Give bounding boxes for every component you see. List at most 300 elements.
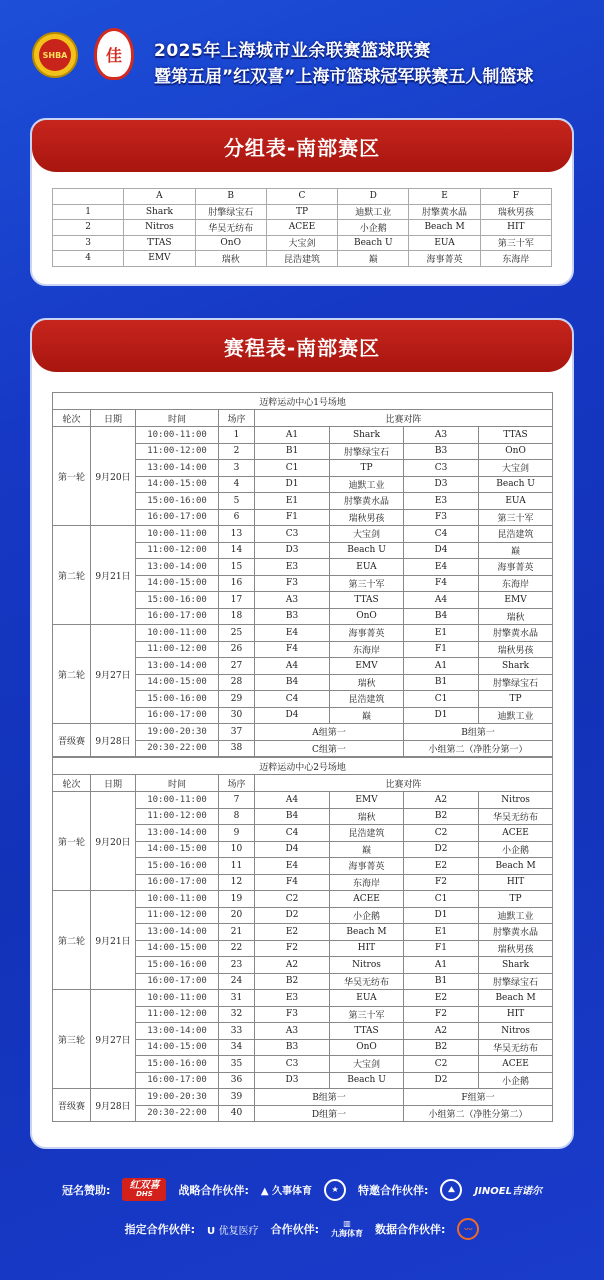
away-team: 第三十军 (479, 509, 553, 526)
home-seed: E1 (255, 493, 330, 510)
match-time: 13:00-14:00 (136, 1023, 219, 1040)
seed-number: 4 (53, 251, 124, 267)
away-seed: D1 (404, 907, 479, 924)
home-team: 华吴无纺布 (330, 973, 404, 990)
match-time: 13:00-14:00 (136, 924, 219, 941)
away-seed: A2 (404, 792, 479, 809)
away-team: 肘擎黄水晶 (479, 924, 553, 941)
home-team: 第三十军 (330, 1006, 404, 1023)
dhs-logo: 红双喜 DHS (122, 1178, 166, 1201)
match-number: 7 (219, 792, 255, 809)
match-number: 18 (219, 608, 255, 625)
team-cell: 东海岸 (480, 251, 551, 267)
home-team: 肘擎绿宝石 (330, 443, 404, 460)
match-number: 39 (219, 1089, 255, 1106)
match-time: 16:00-17:00 (136, 1072, 219, 1089)
schedule-header-cell: 比赛对阵 (255, 775, 553, 792)
away-team: 迪默工业 (479, 907, 553, 924)
venue-name: 迈粹运动中心2号场地 (53, 758, 553, 775)
match-number: 10 (219, 841, 255, 858)
match-number: 30 (219, 707, 255, 724)
away-seed: B4 (404, 608, 479, 625)
match-row (53, 427, 553, 444)
team-cell: Beach M (409, 220, 480, 236)
match-number: 11 (219, 858, 255, 875)
match-time: 20:30-22:00 (136, 740, 219, 757)
match-number: 14 (219, 542, 255, 559)
match-row (53, 526, 553, 543)
sponsor-row-1 (0, 1178, 604, 1201)
match-time: 10:00-11:00 (136, 891, 219, 908)
header-banner (0, 22, 604, 100)
away-team: 华吴无纺布 (479, 1039, 553, 1056)
match-number: 12 (219, 874, 255, 891)
group-row (53, 220, 552, 236)
schedule-card-title: 赛程表-南部赛区 (32, 320, 572, 372)
home-team: ACEE (330, 891, 404, 908)
match-date: 9月20日 (91, 427, 136, 526)
away-seed: F1 (404, 641, 479, 658)
away-seed: F2 (404, 874, 479, 891)
team-cell: 迪默工业 (338, 204, 409, 220)
match-time: 15:00-16:00 (136, 957, 219, 974)
away-qualifier: B组第一 (404, 724, 553, 741)
venue-row (53, 393, 553, 410)
home-team: TP (330, 460, 404, 477)
match-number: 37 (219, 724, 255, 741)
home-seed: E3 (255, 990, 330, 1007)
home-seed: A1 (255, 427, 330, 444)
schedule-header-cell: 时间 (136, 775, 219, 792)
home-team: HIT (330, 940, 404, 957)
away-seed: B1 (404, 674, 479, 691)
team-cell: 瑞秋男孩 (480, 204, 551, 220)
home-seed: A2 (255, 957, 330, 974)
away-seed: E2 (404, 858, 479, 875)
match-date: 9月28日 (91, 1089, 136, 1122)
venue-name: 迈粹运动中心1号场地 (53, 393, 553, 410)
group-row (53, 204, 552, 220)
round-label: 晋级赛 (53, 1089, 91, 1122)
away-seed: B1 (404, 973, 479, 990)
home-team: 大宝剑 (330, 526, 404, 543)
away-seed: E1 (404, 924, 479, 941)
group-header-cell: B (195, 189, 266, 205)
home-seed: D3 (255, 542, 330, 559)
invited-partner-label: 特邀合作伙伴: (358, 1183, 429, 1197)
match-time: 15:00-16:00 (136, 1056, 219, 1073)
schedule-card (30, 318, 574, 1149)
match-number: 32 (219, 1006, 255, 1023)
away-team: 瑞秋男孩 (479, 641, 553, 658)
away-team: TP (479, 691, 553, 708)
away-seed: A2 (404, 1023, 479, 1040)
match-time: 10:00-11:00 (136, 625, 219, 642)
away-team: 迪默工业 (479, 707, 553, 724)
home-seed: E3 (255, 559, 330, 576)
match-number: 29 (219, 691, 255, 708)
seed-number: 1 (53, 204, 124, 220)
home-team: 海事菁英 (330, 858, 404, 875)
away-team: 肘擎黄水晶 (479, 625, 553, 642)
home-team: EUA (330, 559, 404, 576)
away-team: TTAS (479, 427, 553, 444)
match-time: 11:00-12:00 (136, 907, 219, 924)
match-number: 31 (219, 990, 255, 1007)
away-team: 大宝剑 (479, 460, 553, 477)
match-time: 16:00-17:00 (136, 707, 219, 724)
home-seed: B3 (255, 1039, 330, 1056)
home-seed: E2 (255, 924, 330, 941)
round-label: 第二轮 (53, 526, 91, 625)
match-time: 16:00-17:00 (136, 973, 219, 990)
match-time: 13:00-14:00 (136, 825, 219, 842)
group-header-row (53, 189, 552, 205)
away-seed: C2 (404, 825, 479, 842)
away-seed: F2 (404, 1006, 479, 1023)
match-number: 9 (219, 825, 255, 842)
home-team: Beach M (330, 924, 404, 941)
match-number: 15 (219, 559, 255, 576)
away-team: TP (479, 891, 553, 908)
away-qualifier: 小组第二（净胜分第二） (404, 1105, 553, 1122)
schedule-header-cell: 轮次 (53, 410, 91, 427)
home-seed: F3 (255, 575, 330, 592)
match-time: 14:00-15:00 (136, 674, 219, 691)
match-number: 28 (219, 674, 255, 691)
shba-logo: SHBA (32, 32, 78, 78)
home-seed: E4 (255, 625, 330, 642)
match-time: 14:00-15:00 (136, 940, 219, 957)
home-seed: F2 (255, 940, 330, 957)
home-seed: B2 (255, 973, 330, 990)
away-seed: A3 (404, 427, 479, 444)
away-seed: D2 (404, 1072, 479, 1089)
home-team: 海事菁英 (330, 625, 404, 642)
away-seed: E1 (404, 625, 479, 642)
team-cell: ACEE (266, 220, 337, 236)
match-time: 14:00-15:00 (136, 476, 219, 493)
away-seed: C4 (404, 526, 479, 543)
away-qualifier: F组第一 (404, 1089, 553, 1106)
match-time: 16:00-17:00 (136, 608, 219, 625)
group-header-cell: F (480, 189, 551, 205)
away-team: Beach M (479, 990, 553, 1007)
match-time: 15:00-16:00 (136, 592, 219, 609)
match-date: 9月20日 (91, 792, 136, 891)
away-seed: C1 (404, 691, 479, 708)
away-seed: E4 (404, 559, 479, 576)
home-team: 第三十军 (330, 575, 404, 592)
home-seed: F4 (255, 641, 330, 658)
away-team: Shark (479, 658, 553, 675)
team-cell: 大宝剑 (266, 235, 337, 251)
match-time: 10:00-11:00 (136, 990, 219, 1007)
group-table (52, 188, 552, 267)
match-time: 19:00-20:30 (136, 1089, 219, 1106)
home-seed: B4 (255, 674, 330, 691)
group-header-cell: E (409, 189, 480, 205)
event-title-line1: 2025年上海城市业余联赛篮球联赛 (154, 41, 431, 61)
match-time: 11:00-12:00 (136, 542, 219, 559)
partner-logo: ▥ 九海体育 (331, 1219, 363, 1238)
home-team: 瑞秋 (330, 808, 404, 825)
match-time: 10:00-11:00 (136, 526, 219, 543)
match-time: 10:00-11:00 (136, 792, 219, 809)
schedule-header-cell: 时间 (136, 410, 219, 427)
home-team: TTAS (330, 592, 404, 609)
match-number: 23 (219, 957, 255, 974)
away-seed: A4 (404, 592, 479, 609)
match-number: 35 (219, 1056, 255, 1073)
match-number: 24 (219, 973, 255, 990)
home-team: 大宝剑 (330, 1056, 404, 1073)
match-number: 40 (219, 1105, 255, 1122)
team-cell: 第三十军 (480, 235, 551, 251)
home-qualifier: A组第一 (255, 724, 404, 741)
home-seed: F3 (255, 1006, 330, 1023)
home-seed: B4 (255, 808, 330, 825)
home-seed: D3 (255, 1072, 330, 1089)
away-qualifier: 小组第二（净胜分第一） (404, 740, 553, 757)
title-sponsor-label: 冠名赞助: (62, 1183, 111, 1197)
match-number: 8 (219, 808, 255, 825)
data-partner-label: 数据合作伙伴: (375, 1223, 446, 1236)
match-number: 26 (219, 641, 255, 658)
home-seed: F1 (255, 509, 330, 526)
away-team: Beach M (479, 858, 553, 875)
schedule-header-cell: 日期 (91, 775, 136, 792)
match-row (53, 891, 553, 908)
group-header-cell: C (266, 189, 337, 205)
away-team: OnO (479, 443, 553, 460)
team-cell: EUA (409, 235, 480, 251)
seed-number: 3 (53, 235, 124, 251)
schedule-header-cell: 场序 (219, 410, 255, 427)
match-row (53, 625, 553, 642)
match-time: 15:00-16:00 (136, 493, 219, 510)
away-seed: C2 (404, 1056, 479, 1073)
match-number: 6 (219, 509, 255, 526)
away-team: 华吴无纺布 (479, 808, 553, 825)
round-label: 晋级赛 (53, 724, 91, 757)
data-partner-logo: 〰 (457, 1218, 479, 1240)
away-seed: D3 (404, 476, 479, 493)
match-number: 19 (219, 891, 255, 908)
away-team: 肘擎绿宝石 (479, 674, 553, 691)
match-time: 19:00-20:30 (136, 724, 219, 741)
schedule-table-court-2 (52, 757, 553, 1122)
match-date: 9月21日 (91, 526, 136, 625)
designated-partner-label: 指定合作伙伴: (124, 1223, 195, 1236)
match-time: 20:30-22:00 (136, 1105, 219, 1122)
home-team: Beach U (330, 542, 404, 559)
match-number: 5 (219, 493, 255, 510)
home-seed: C4 (255, 825, 330, 842)
match-time: 14:00-15:00 (136, 1039, 219, 1056)
home-team: 昆浩建筑 (330, 691, 404, 708)
match-number: 36 (219, 1072, 255, 1089)
home-seed: D2 (255, 907, 330, 924)
match-time: 14:00-15:00 (136, 575, 219, 592)
home-team: 瑞秋 (330, 674, 404, 691)
away-seed: B2 (404, 1039, 479, 1056)
strategic-partner-label: 战略合作伙伴: (178, 1183, 249, 1197)
away-team: 小企鹅 (479, 841, 553, 858)
schedule-table-court-1 (52, 392, 553, 757)
away-team: HIT (479, 874, 553, 891)
group-header-cell: D (338, 189, 409, 205)
away-team: 海事菁英 (479, 559, 553, 576)
away-seed: F3 (404, 509, 479, 526)
away-team: 瑞秋 (479, 608, 553, 625)
team-cell: 海事菁英 (409, 251, 480, 267)
home-team: EUA (330, 990, 404, 1007)
team-cell: 巅 (338, 251, 409, 267)
match-number: 21 (219, 924, 255, 941)
match-time: 11:00-12:00 (136, 1006, 219, 1023)
away-team: HIT (479, 1006, 553, 1023)
home-seed: F4 (255, 874, 330, 891)
away-team: 小企鹅 (479, 1072, 553, 1089)
away-seed: A1 (404, 658, 479, 675)
home-seed: A4 (255, 792, 330, 809)
home-seed: E4 (255, 858, 330, 875)
team-cell: OnO (195, 235, 266, 251)
team-cell: 小企鹅 (338, 220, 409, 236)
match-time: 16:00-17:00 (136, 509, 219, 526)
match-number: 1 (219, 427, 255, 444)
home-team: 巅 (330, 707, 404, 724)
sponsor-row-2 (0, 1218, 604, 1240)
event-title-line2: 暨第五届”红双喜”上海市篮球冠军联赛五人制篮球 (154, 67, 534, 87)
away-team: Beach U (479, 476, 553, 493)
team-cell: TP (266, 204, 337, 220)
away-seed: A1 (404, 957, 479, 974)
team-cell: Shark (124, 204, 195, 220)
match-time: 15:00-16:00 (136, 691, 219, 708)
match-date: 9月28日 (91, 724, 136, 757)
away-seed: C3 (404, 460, 479, 477)
match-date: 9月21日 (91, 891, 136, 990)
schedule-header-cell: 比赛对阵 (255, 410, 553, 427)
mascot-logo: ★ (324, 1179, 346, 1201)
match-time: 13:00-14:00 (136, 460, 219, 477)
home-team: EMV (330, 658, 404, 675)
match-number: 20 (219, 907, 255, 924)
schedule-header-cell: 场序 (219, 775, 255, 792)
away-seed: E3 (404, 493, 479, 510)
mountain-logo: ⛰ (440, 1179, 462, 1201)
team-cell: EMV (124, 251, 195, 267)
home-team: Nitros (330, 957, 404, 974)
match-time: 11:00-12:00 (136, 808, 219, 825)
match-row (53, 990, 553, 1007)
match-number: 2 (219, 443, 255, 460)
group-card-title: 分组表-南部赛区 (32, 120, 572, 172)
home-seed: B1 (255, 443, 330, 460)
home-team: 肘擎黄水晶 (330, 493, 404, 510)
away-seed: C1 (404, 891, 479, 908)
match-number: 25 (219, 625, 255, 642)
home-team: 东海岸 (330, 641, 404, 658)
team-cell: 肘擎绿宝石 (195, 204, 266, 220)
away-team: ACEE (479, 1056, 553, 1073)
match-time: 13:00-14:00 (136, 658, 219, 675)
home-seed: C4 (255, 691, 330, 708)
match-time: 11:00-12:00 (136, 443, 219, 460)
home-team: OnO (330, 1039, 404, 1056)
schedule-header-row (53, 410, 553, 427)
home-qualifier: C组第一 (255, 740, 404, 757)
venue-row (53, 758, 553, 775)
home-team: 迪默工业 (330, 476, 404, 493)
round-label: 第二轮 (53, 625, 91, 724)
home-team: Beach U (330, 1072, 404, 1089)
round-label: 第一轮 (53, 792, 91, 891)
match-number: 3 (219, 460, 255, 477)
away-team: Shark (479, 957, 553, 974)
match-number: 4 (219, 476, 255, 493)
schedule-header-row (53, 775, 553, 792)
away-team: EUA (479, 493, 553, 510)
round-label: 第二轮 (53, 891, 91, 990)
away-team: Nitros (479, 1023, 553, 1040)
match-date: 9月27日 (91, 990, 136, 1089)
home-seed: D4 (255, 841, 330, 858)
away-team: 瑞秋男孩 (479, 940, 553, 957)
away-seed: D1 (404, 707, 479, 724)
away-seed: F4 (404, 575, 479, 592)
match-number: 34 (219, 1039, 255, 1056)
round-label: 第一轮 (53, 427, 91, 526)
match-time: 14:00-15:00 (136, 841, 219, 858)
match-time: 10:00-11:00 (136, 427, 219, 444)
away-team: ACEE (479, 825, 553, 842)
group-header-cell (53, 189, 124, 205)
home-seed: A4 (255, 658, 330, 675)
home-team: 小企鹅 (330, 907, 404, 924)
team-cell: 瑞秋 (195, 251, 266, 267)
group-row (53, 251, 552, 267)
round-label: 第三轮 (53, 990, 91, 1089)
match-date: 9月27日 (91, 625, 136, 724)
group-row (53, 235, 552, 251)
match-row (53, 792, 553, 809)
home-team: TTAS (330, 1023, 404, 1040)
home-team: Shark (330, 427, 404, 444)
jinoel-logo: JINOEL吉诺尔 (474, 1186, 542, 1197)
match-row (53, 1089, 553, 1106)
partner-label: 合作伙伴: (270, 1223, 319, 1236)
away-seed: B2 (404, 808, 479, 825)
away-seed: D2 (404, 841, 479, 858)
home-team: EMV (330, 792, 404, 809)
away-seed: B3 (404, 443, 479, 460)
team-cell: Nitros (124, 220, 195, 236)
match-number: 33 (219, 1023, 255, 1040)
team-cell: 昆浩建筑 (266, 251, 337, 267)
match-time: 16:00-17:00 (136, 874, 219, 891)
home-team: OnO (330, 608, 404, 625)
home-team: 巅 (330, 841, 404, 858)
home-seed: C1 (255, 460, 330, 477)
home-seed: C3 (255, 1056, 330, 1073)
away-seed: F1 (404, 940, 479, 957)
match-time: 15:00-16:00 (136, 858, 219, 875)
team-cell: Beach U (338, 235, 409, 251)
match-number: 22 (219, 940, 255, 957)
